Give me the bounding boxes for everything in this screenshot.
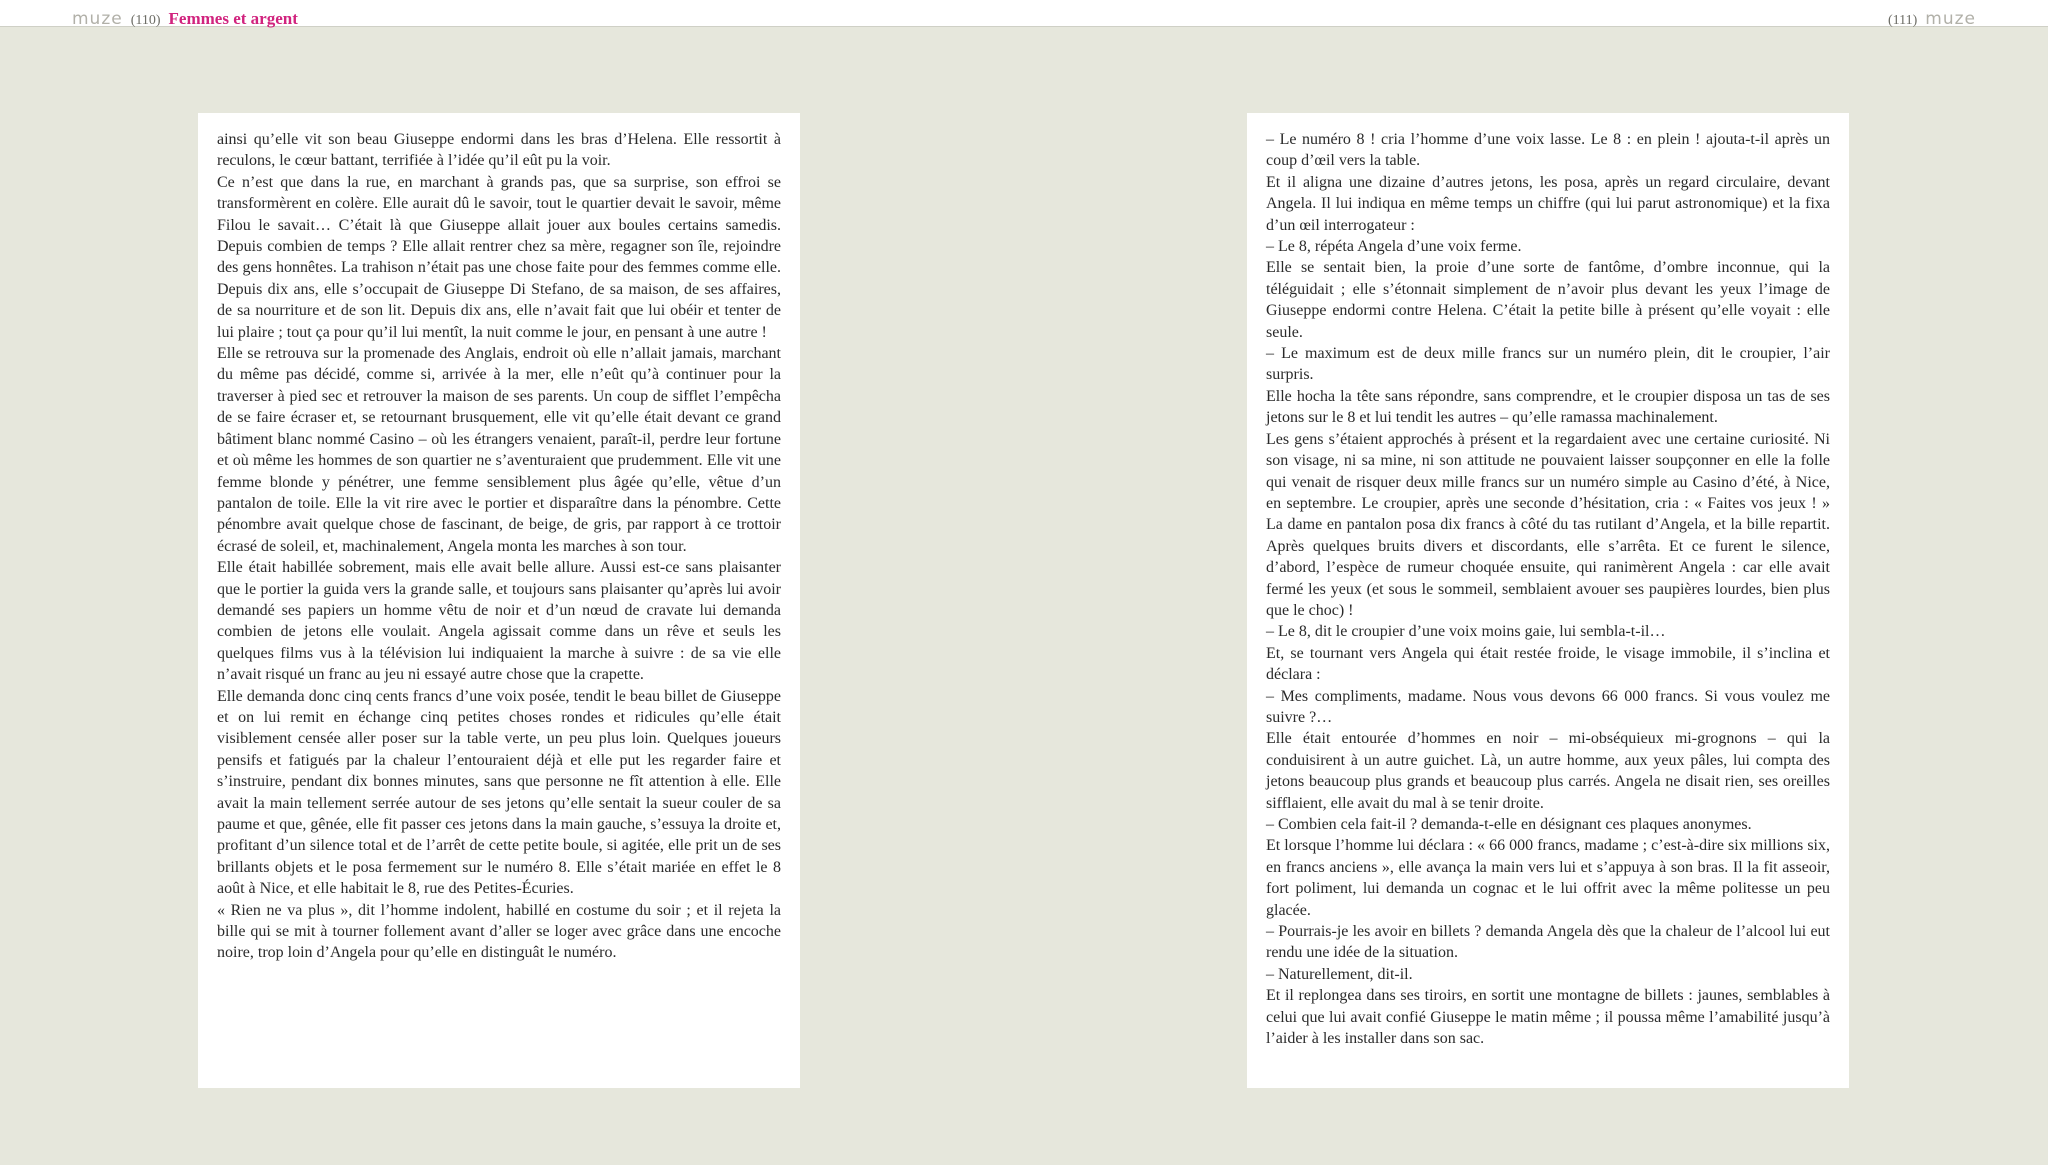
paragraph: Les gens s’étaient approchés à présent et la regardaient avec une certaine curiosité. Ni son visage, ni sa mine, ni son attitude ne pouvaient laisser soupçonner en elle la folle qui venait de risquer deux mille francs sur un numéro simple au Casino d’été, à Nice, en septembre. Le croupier, après une seconde d’hésitation, cria : « Faites vos jeux ! » La dame en pantalon posa dix francs à côté du tas rutilant d’Angela, et la bille repartit. Après quelques bruits divers et discordants, elle s’arrêta. Et ce furent le silence, d’abord, l’espèce de rumeur choquée ensuite, qui ranimèrent Angela : car elle avait fermé les yeux (et sous le sommeil, semblaient avouer ses paupières lourdes, bien plus que le choc) ! [1266,430,1830,619]
paragraph: Elle se retrouva sur la promenade des Anglais, endroit où elle n’allait jamais, marchant du même pas décidé, comme si, arrivée à la mer, elle n’eût qu’à continuer pour la traverser à pied sec et retrouver la maison de ses parents. Un coup de sifflet l’empêcha de se faire écraser et, se retournant brusquement, elle vit qu’elle était devant ce grand bâtiment blanc nommé Casino – où les étrangers venaient, paraît-il, perdre leur fortune et où même les hommes de son quartier ne s’aventuraient que prudemment. Elle vit une femme blonde y pénétrer, une femme sensiblement plus âgée qu’elle, vêtue d’un pantalon de toile. Elle la vit rire avec le portier et disparaître dans la pénombre. Cette pénombre avait quelque chose de fascinant, de beige, de gris, par rapport à ce trottoir écrasé de soleil, et, machinalement, Angela monta les marches à son tour. [217,345,781,555]
paragraph: ainsi qu’elle vit son beau Giuseppe endormi dans les bras d’Helena. Elle ressortit à reculons, le cœur battant, terrifiée à l’idée qu’il eût pu la voir. [217,131,781,170]
paragraph: Et il aligna une dizaine d’autres jetons, les posa, après un regard circulaire, devant Angela. Il lui indiqua en même temps un chiffre (qui lui parut astronomique) et la fixa d’un œil interrogateur : [1266,173,1830,234]
section-title: Femmes et argent [168,9,298,28]
paragraph: – Le 8, répéta Angela d’une voix ferme. [1266,238,1522,256]
magazine-logo: muze [72,9,123,29]
page-number: (110) [130,13,161,28]
right-page-header [1888,9,1976,29]
paragraph: Et lorsque l’homme lui déclara : « 66 000 francs, madame ; c’est-à-dire six millions six, en francs anciens », elle avança la main vers lui et s’appuya à son bras. Il la fit asseoir, fort poliment, lui demanda un cognac et le lui offrit avec la même politesse un peu glacée. [1266,837,1830,919]
paragraph: – Combien cela fait-il ? demanda-t-elle en désignant ces plaques anonymes. [1266,816,1752,833]
paragraph: Elle se sentait bien, la proie d’une sorte de fantôme, d’ombre inconnue, qui la téléguidait ; elle s’étonnait simplement de n’avoir plus devant les yeux l’image de Giuseppe endormi contre Helena. C’était la petite bille à présent qu’elle voyait : elle seule. [1266,259,1830,341]
paragraph: « Rien ne va plus », dit l’homme indolent, habillé en costume du soir ; et il rejeta la bille qui se mit à tourner follement avant d’aller se loger avec grâce dans une encoche noire, trop loin d’Angela pour qu’elle en distinguât le numéro. [217,901,781,962]
paragraph: – Le numéro 8 ! cria l’homme d’une voix lasse. Le 8 : en plein ! ajouta-t-il après un coup d’œil vers la table. [1266,131,1830,170]
paragraph: Ce n’est que dans la rue, en marchant à grands pas, que sa surprise, son effroi se transformèrent en colère. Elle aurait dû le savoir, tout le quartier devait le savoir, même Filou le savait… C’était là que Giuseppe allait jouer aux boules certains samedis. Depuis combien de temps ? Elle allait rentrer chez sa mère, regagner son île, rejoindre des gens honnêtes. La trahison n’était pas une chose faite pour des femmes comme elle. Depuis dix ans, elle s’occupait de Giuseppe Di Stefano, de sa maison, de ses affaires, de sa nourriture et de son lit. Depuis dix ans, elle n’avait fait que lui obéir et tenter de lui plaire ; tout ça pour qu’il lui mentît, la nuit comme le jour, en pensant à une autre ! [217,173,781,341]
paragraph: – Mes compliments, madame. Nous vous devons 66 000 francs. Si vous voulez me suivre ?… [1266,687,1830,726]
right-page-text-block [1247,113,1849,1088]
paragraph: Et il replongea dans ses tiroirs, en sortit une montagne de billets : jaunes, semblables à celui que lui avait confié Giuseppe le matin même ; il poussa même l’amabilité jusqu’à l’aider à les installer dans son sac. [1266,987,1830,1048]
paragraph: Et, se tournant vers Angela qui était restée froide, le visage immobile, il s’inclina et déclara : [1266,644,1830,684]
paragraph: Elle demanda donc cinq cents francs d’une voix posée, tendit le beau billet de Giuseppe et on lui remit en échange cinq petites choses rondes et ridicules qu’elle était visiblement censée aller poser sur la table verte, un peu plus loin. Quelques joueurs pensifs et fatigués par la chaleur l’entouraient déjà et elle put les regarder faire et s’instruire, pendant dix bonnes minutes, sans que personne ne fît attention à elle. Elle avait la main tellement serrée autour de ses jetons qu’elle sentait la sueur couler de sa paume et que, gênée, elle fit passer ces jetons dans la main gauche, s’essuya la droite et, profitant d’un silence total et de l’arrêt de cette petite boule, si agitée, elle prit un de ses brillants objets et le posa fermement sur le numéro 8. Elle s’était mariée en effet le 8 août à Nice, et elle habitait le 8, rue des Petites-Écuries. [217,687,781,898]
paragraph: – Le 8, dit le croupier d’une voix moins gaie, lui sembla-t-il… [1266,623,1666,641]
header-bar [0,0,2048,27]
left-page-header [72,9,298,29]
paragraph: Elle était habillée sobrement, mais elle avait belle allure. Aussi est-ce sans plaisanter que le portier la guida vers la grande salle, et toujours sans plaisanter qu’après lui avoir demandé ses papiers un homme vêtu de noir et d’un nœud de cravate lui demanda combien de jetons elle voulait. Angela agissait comme dans un rêve et seuls les quelques films vus à la télévision lui indiquaient la marche à suivre : de sa vie elle n’avait risqué un franc au jeu ni essayé autre chose que la crapette. [217,559,781,684]
magazine-logo: muze [1925,9,1976,29]
left-page-text-block [198,113,800,1088]
paragraph: – Pourrais-je les avoir en billets ? demanda Angela dès que la chaleur de l’alcool lui eut rendu une idée de la situation. [1266,923,1830,962]
paragraph: Elle hocha la tête sans répondre, sans comprendre, et le croupier disposa un tas de ses jetons sur le 8 et lui tendit les autres – qu’elle ramassa machinalement. [1266,387,1830,427]
page-number: (111) [1887,13,1918,28]
paragraph: – Le maximum est de deux mille francs sur un numéro plein, dit le croupier, l’air surpris. [1266,345,1830,384]
paragraph: – Naturellement, dit-il. [1266,965,1413,983]
paragraph: Elle était entourée d’hommes en noir – mi-obséquieux mi-grognons – qui la conduisirent à un autre guichet. Là, un autre homme, aux yeux pâles, lui compta des jetons beaucoup plus grands et beaucoup plus carrés. Angela ne disait rien, ses oreilles sifflaient, elle avait du mal à se tenir droite. [1266,730,1830,812]
